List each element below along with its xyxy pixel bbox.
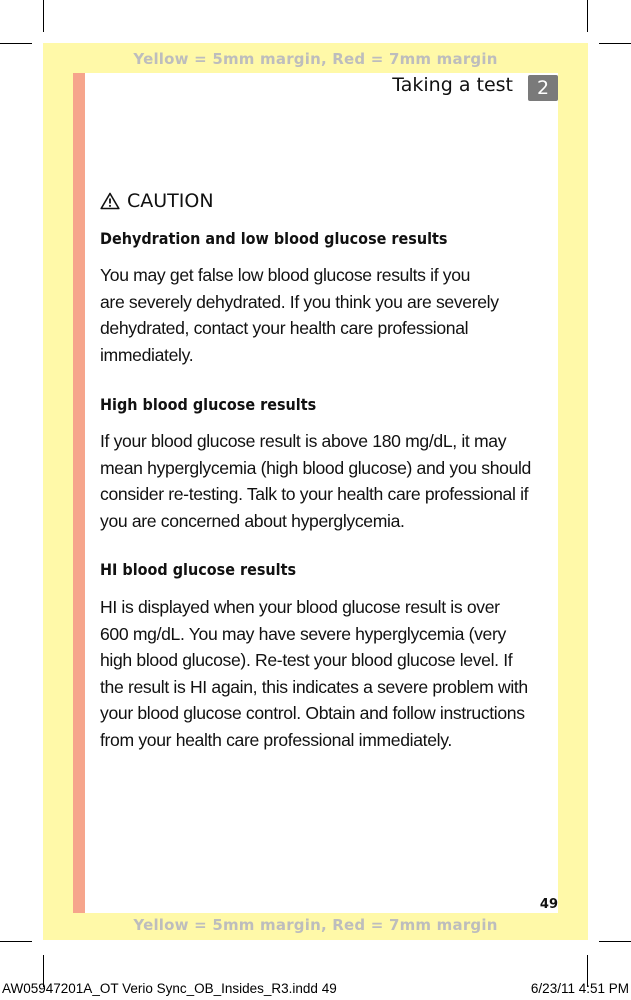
- page-number: 49: [539, 897, 558, 912]
- chapter-tab: 2: [528, 75, 558, 101]
- margin-guide-bottom: Yellow = 5mm margin, Red = 7mm margin: [133, 916, 498, 934]
- slug-filename: AW05947201A_OT Verio Sync_OB_Insides_R3.indd 49: [2, 981, 337, 996]
- paragraph-line: immediately.: [100, 344, 194, 365]
- section-paragraph: [100, 428, 558, 534]
- slug-timestamp: 6/23/11 4:51 PM: [530, 981, 629, 996]
- paragraph-line: mean hyperglycemia (high blood glucose) and you should: [100, 457, 531, 478]
- paragraph-line: consider re-testing. Talk to your health care professional if: [100, 484, 529, 504]
- crop-mark: [0, 941, 32, 942]
- paragraph-line: HI is displayed when your blood glucose result is over: [100, 597, 500, 617]
- section-heading: HI blood glucose results: [100, 560, 297, 579]
- paragraph-line: If your blood glucose result is above 180 mg/dL, it may: [100, 431, 507, 451]
- caution-heading: [100, 190, 214, 212]
- section-paragraph: [100, 262, 558, 368]
- caution-label: CAUTION: [127, 190, 214, 212]
- crop-mark: [587, 0, 588, 32]
- section-paragraph: [100, 594, 558, 753]
- crop-mark: [599, 941, 631, 942]
- crop-mark: [0, 43, 32, 44]
- section-title: Taking a test: [392, 74, 513, 96]
- red-margin-bar: [73, 73, 85, 913]
- margin-guide-top: Yellow = 5mm margin, Red = 7mm margin: [133, 50, 498, 68]
- paragraph-line: the result is HI again, this indicates a severe problem with: [100, 676, 528, 697]
- paragraph-line: 600 mg/dL. You may have severe hyperglycemia (very: [100, 623, 506, 644]
- warning-icon: [100, 192, 120, 210]
- section-heading: Dehydration and low blood glucose results: [100, 229, 448, 248]
- paragraph-line: from your health care professional immediately.: [100, 729, 452, 750]
- section-heading: High blood glucose results: [100, 395, 317, 414]
- paragraph-line: are severely dehydrated. If you think you are severely: [100, 291, 499, 312]
- paragraph-line: dehydrated, contact your health care professional: [100, 318, 469, 338]
- paragraph-line: You may get false low blood glucose results if you: [100, 265, 471, 285]
- paragraph-line: high blood glucose). Re-test your blood glucose level. If: [100, 650, 513, 670]
- paragraph-line: your blood glucose control. Obtain and follow instructions: [100, 703, 525, 723]
- crop-mark: [43, 0, 44, 32]
- paragraph-line: you are concerned about hyperglycemia.: [100, 510, 405, 531]
- crop-mark: [599, 43, 631, 44]
